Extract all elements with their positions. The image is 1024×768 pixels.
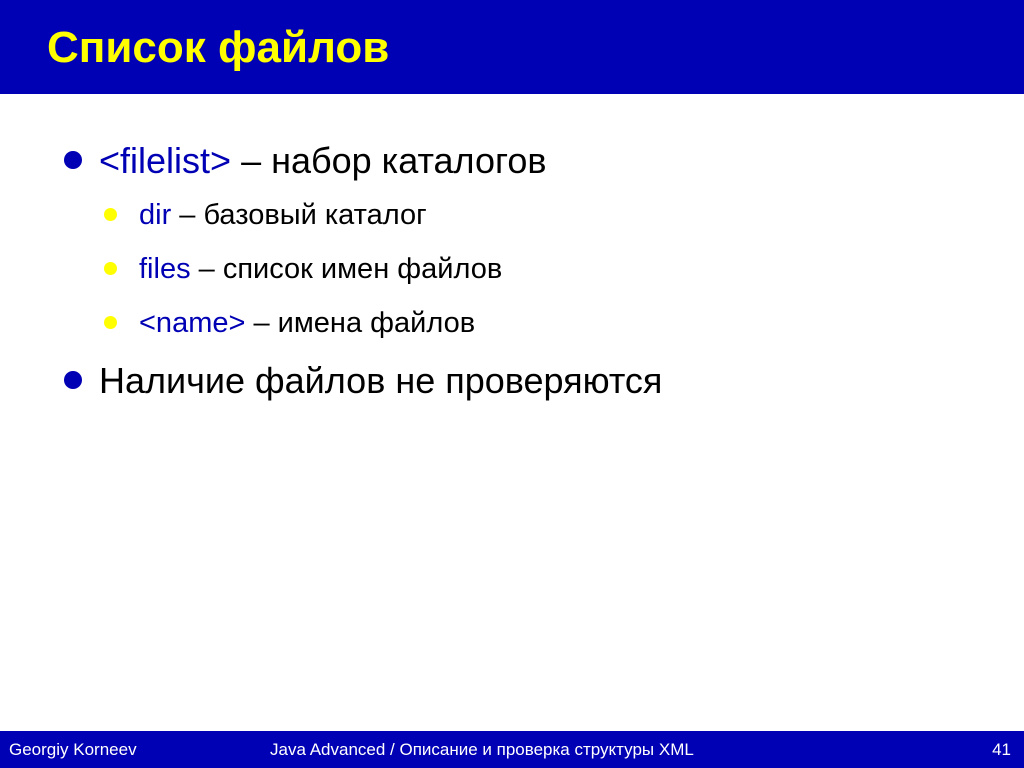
bullet-text: – список имен файлов [190,253,503,285]
footer-course-title: Java Advanced / Описание и проверка структуры XML [270,740,694,759]
bullet-item-dir [104,198,427,232]
bullet-dot-icon [104,262,117,275]
footer-author: Georgiy Korneev [9,740,137,759]
slide-title: Список файлов [47,23,390,72]
bullet-text: – набор каталогов [231,140,547,181]
bullet-item-filelist [64,140,546,182]
bullet-text: Наличие файлов не проверяются [99,360,663,401]
bullet-keyword: <filelist> [99,140,232,181]
bullet-item-files [104,252,502,286]
bullet-keyword: files [139,253,191,285]
bullet-text: – имена файлов [245,307,476,339]
bullet-dot-icon [104,208,117,221]
bullet-dot-icon [64,151,82,169]
bullet-dot-icon [104,316,117,329]
bullet-keyword: dir [139,199,172,231]
bullet-keyword: <name> [139,307,246,339]
bullet-item-name [104,306,475,340]
bullet-text: – базовый каталог [171,199,427,231]
bullet-item-files-check [64,360,662,402]
footer-bar [0,731,1024,768]
bullet-dot-icon [64,371,82,389]
page-number: 41 [992,740,1011,759]
